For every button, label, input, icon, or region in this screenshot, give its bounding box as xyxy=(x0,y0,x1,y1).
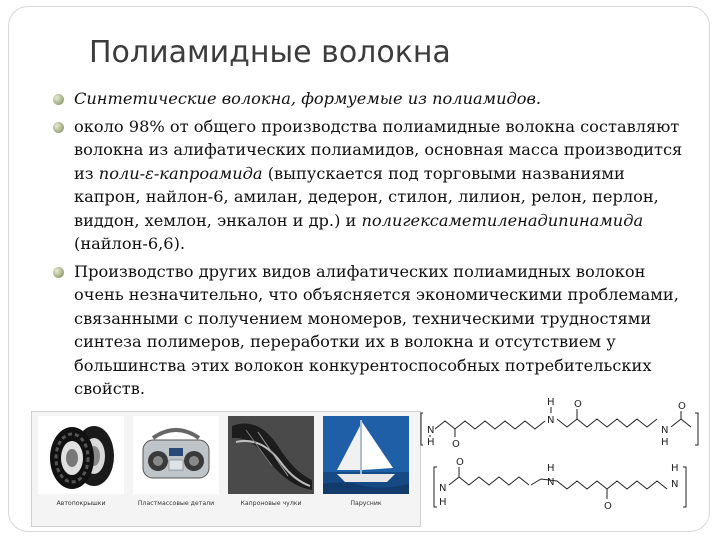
boombox-image xyxy=(133,416,219,494)
atom-n: N xyxy=(671,479,679,490)
slide xyxy=(8,6,710,532)
bullet-item-3 xyxy=(53,260,693,401)
photo-sailboat xyxy=(321,416,411,520)
bullet-list xyxy=(53,87,693,405)
atom-h: H xyxy=(547,397,555,408)
photo-stockings xyxy=(226,416,316,520)
bullet-2-text-c: (найлон-6,6). xyxy=(74,234,186,253)
bullet-1-italic: полиамидов. xyxy=(432,89,542,108)
atom-n: N xyxy=(547,477,555,488)
sailboat-image xyxy=(323,416,409,494)
atom-o: O xyxy=(604,501,612,512)
tires-image xyxy=(38,416,124,494)
stockings-image xyxy=(228,416,314,494)
bullet-icon xyxy=(53,94,64,105)
atom-o: O xyxy=(678,401,686,412)
bullet-icon xyxy=(53,122,64,133)
atom-o: O xyxy=(574,399,582,410)
bullet-2-text-b: (выпускается под торговыми названиями капрон, найлон-6, амилан, дедерон, стилон, лилион, релон, перлон, виддон, хемлон, энкалон и др.) и xyxy=(74,163,659,230)
bullet-icon xyxy=(53,267,64,278)
atom-n: N xyxy=(427,425,435,436)
slide-title: Полиамидные волокна xyxy=(89,35,451,70)
atom-o: O xyxy=(452,439,460,450)
photo-caption: Пластмассовые детали xyxy=(137,500,215,507)
bullet-2-text-a: около 98% от общего производства полиамидные волокна составляют волокна из алифатических полиамидов, основная масса производится из xyxy=(74,116,683,183)
nylon-66-structure xyxy=(434,457,686,512)
atom-n: N xyxy=(661,425,669,436)
bullet-3-text: Производство других видов алифатических полиамидных волокон очень незначительно, что объясняется экономическими проблемами, связанными с получением мономеров, техническими трудностями синтеза полимеров, переработки их в волокна и отсутствием у большинства этих волокон конкурентоспособных потребительских свойств. xyxy=(74,261,679,398)
photo-plastic-parts xyxy=(131,416,221,520)
bullet-item-2 xyxy=(53,115,693,256)
polyamide-structures xyxy=(417,391,717,531)
nylon-6-structure xyxy=(421,397,698,450)
bullet-item-1 xyxy=(53,87,693,111)
atom-h: H xyxy=(427,437,435,448)
bullet-2-italic-a: поли-ε-капроамида xyxy=(98,163,263,183)
atom-h: H xyxy=(661,437,669,448)
bullet-2-italic-b: полигексаметиленадипинамида xyxy=(361,210,644,230)
photo-caption: Капроновые чулки xyxy=(240,500,302,507)
atom-h: H xyxy=(671,463,679,474)
atom-h: H xyxy=(439,497,447,508)
atom-h: H xyxy=(547,463,555,474)
photo-tires xyxy=(36,416,126,520)
photo-caption: Парусник xyxy=(350,500,382,507)
atom-n: N xyxy=(439,483,447,494)
photo-caption: Автопокрышки xyxy=(56,500,106,507)
bullet-1-text: Синтетические волокна, формуемые из xyxy=(74,89,433,108)
atom-n: N xyxy=(547,415,555,426)
photo-strip xyxy=(31,411,421,527)
atom-o: O xyxy=(456,457,464,468)
